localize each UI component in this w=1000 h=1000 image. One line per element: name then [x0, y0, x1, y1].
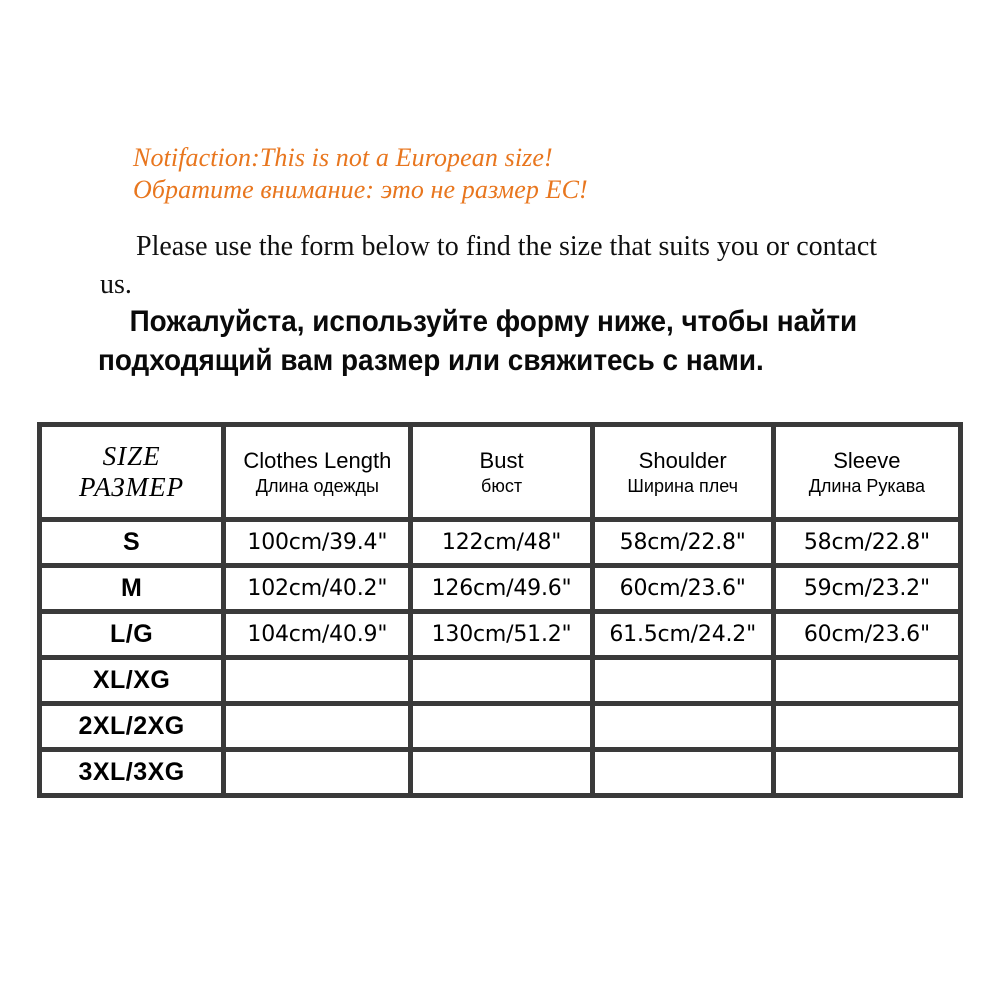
header-cell-sleeve [776, 427, 958, 522]
header-sleeve-russian: Длина Рукава [808, 475, 926, 496]
header-bust-english: Bust [479, 447, 524, 473]
cell-clothes-length [226, 614, 413, 660]
cell-shoulder [595, 660, 776, 706]
cell-sleeve [776, 568, 958, 614]
sleeve-value: 60cm/23.6" [803, 622, 930, 647]
cell-sleeve [776, 660, 958, 706]
cell-clothes-length [226, 568, 413, 614]
header-clothes-length-english: Clothes Length [243, 447, 392, 473]
intro-paragraph-english: Please use the form below to find the size that suits you or contact us. [100, 231, 878, 300]
notification-block [133, 142, 933, 206]
shoulder-value [595, 726, 771, 727]
bust-value [413, 726, 589, 727]
bust-value: 130cm/51.2" [431, 622, 572, 647]
sleeve-value [776, 680, 958, 681]
bust-value: 126cm/49.6" [431, 576, 572, 601]
shoulder-value: 60cm/23.6" [619, 576, 746, 601]
table-row [42, 752, 958, 793]
size-label: S [123, 528, 141, 556]
cell-sleeve [776, 706, 958, 752]
sleeve-value: 59cm/23.2" [803, 576, 930, 601]
cell-sleeve [776, 614, 958, 660]
table-row [42, 660, 958, 706]
header-cell-size [42, 427, 226, 522]
sleeve-value [776, 772, 958, 773]
cell-size [42, 614, 226, 660]
cell-bust [413, 522, 594, 568]
cell-bust [413, 706, 594, 752]
cell-shoulder [595, 706, 776, 752]
cell-size [42, 660, 226, 706]
size-label: 3XL/3XG [78, 758, 185, 786]
bust-value [413, 680, 589, 681]
cell-sleeve [776, 522, 958, 568]
sleeve-value: 58cm/22.8" [803, 530, 930, 555]
notification-line-russian: Обратите внимание: это не размер ЕС! [133, 175, 588, 204]
cell-shoulder [595, 568, 776, 614]
header-shoulder-russian: Ширина плеч [627, 475, 739, 496]
table-row [42, 706, 958, 752]
cell-clothes-length [226, 660, 413, 706]
cell-clothes-length [226, 522, 413, 568]
bust-value: 122cm/48" [441, 530, 562, 555]
header-shoulder-english: Shoulder [638, 447, 727, 473]
cell-bust [413, 568, 594, 614]
shoulder-value [595, 772, 771, 773]
cell-bust [413, 660, 594, 706]
header-cell-clothes-length [226, 427, 413, 522]
clothes-length-value: 100cm/39.4" [247, 530, 388, 555]
header-clothes-length-russian: Длина одежды [255, 475, 379, 496]
shoulder-value [595, 680, 771, 681]
notification-line-english: Notifaction:This is not a European size! [133, 143, 553, 172]
cell-clothes-length [226, 752, 413, 793]
size-label: XL/XG [92, 666, 171, 694]
clothes-length-value: 102cm/40.2" [247, 576, 388, 601]
table-row [42, 614, 958, 660]
table-row [42, 568, 958, 614]
cell-sleeve [776, 752, 958, 793]
cell-size [42, 706, 226, 752]
cell-clothes-length [226, 706, 413, 752]
cell-size [42, 568, 226, 614]
size-label: M [120, 574, 143, 602]
shoulder-value: 61.5cm/24.2" [609, 622, 757, 647]
clothes-length-value [226, 680, 408, 681]
clothes-length-value [226, 772, 408, 773]
header-size-english: SIZE [102, 441, 161, 471]
clothes-length-value: 104cm/40.9" [247, 622, 388, 647]
size-label: 2XL/2XG [78, 712, 185, 740]
cell-bust [413, 752, 594, 793]
table-header-row [42, 427, 958, 522]
cell-shoulder [595, 752, 776, 793]
size-chart-table [37, 422, 963, 798]
header-cell-shoulder [595, 427, 776, 522]
header-bust-russian: бюст [481, 475, 523, 496]
bust-value [413, 772, 589, 773]
cell-shoulder [595, 522, 776, 568]
header-size-russian: РАЗМЕР [79, 472, 185, 502]
clothes-length-value [226, 726, 408, 727]
cell-bust [413, 614, 594, 660]
header-sleeve-english: Sleeve [833, 447, 901, 473]
intro-paragraph-russian: Пожалуйста, используйте форму ниже, чтобы найти подходящий вам размер или свяжитесь с нами. [98, 305, 858, 377]
cell-shoulder [595, 614, 776, 660]
size-label: L/G [110, 620, 154, 648]
table-row [42, 522, 958, 568]
cell-size [42, 522, 226, 568]
shoulder-value: 58cm/22.8" [619, 530, 746, 555]
sleeve-value [776, 726, 958, 727]
cell-size [42, 752, 226, 793]
header-cell-bust [413, 427, 594, 522]
